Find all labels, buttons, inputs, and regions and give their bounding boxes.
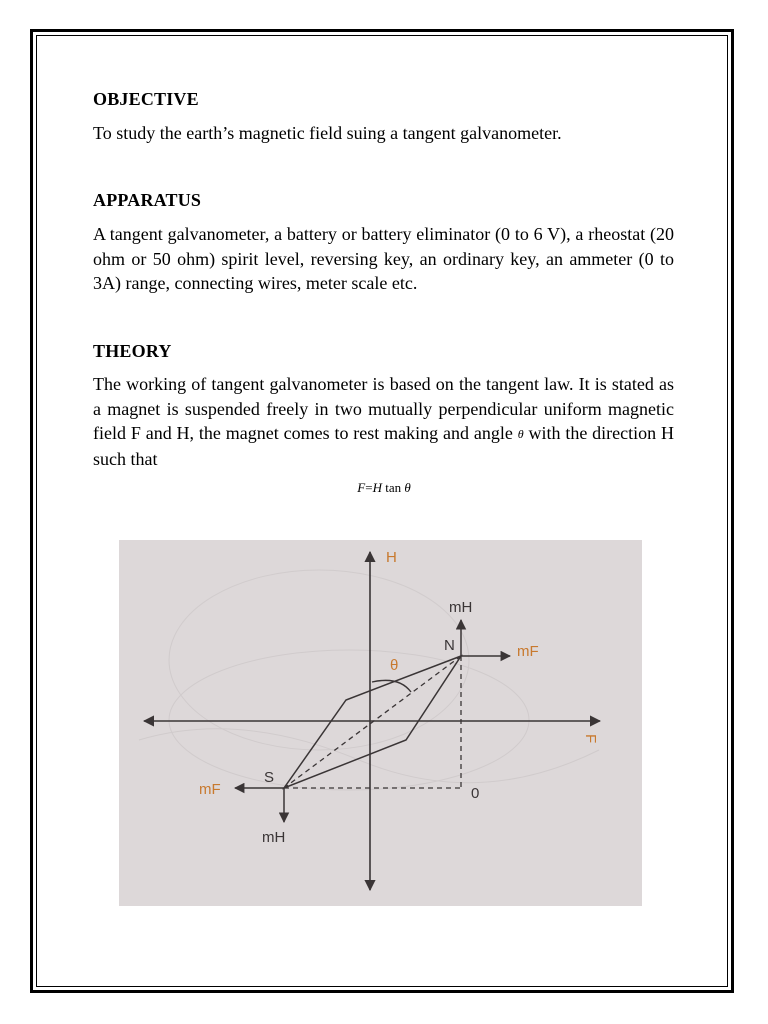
objective-text: To study the earth’s magnetic field suing a tangent galvanometer. [93,123,562,143]
mf-left-label: mF [199,781,221,798]
origin-label: 0 [471,785,480,802]
tangent-law-diagram [119,540,642,906]
f-axis-label: F [582,734,599,744]
theory-text-part2: with the direction H such that [93,423,675,469]
h-axis-label: H [386,549,397,566]
formula-tan: tan [385,480,402,495]
apparatus-text: A tangent galvanometer, a battery or battery eliminator (0 to 6 V), a rheostat (20 ohm or 50 ohm) spirit level, reversing key, an ordinary key, an ammeter (0 to 3A) range, connecting wires, meter scale etc. [93,224,674,293]
background-texture [139,570,599,790]
objective-heading: OBJECTIVE [93,89,199,109]
formula-theta: θ [404,480,411,495]
theta-symbol: θ [517,427,524,441]
formula-equals: = [365,480,373,495]
north-label: N [444,637,455,654]
formula-h: H [372,480,382,495]
mf-right-label: mF [517,643,539,660]
apparatus-heading: APPARATUS [93,190,202,210]
angle-label: θ [390,657,399,674]
formula-lhs: F [357,480,366,495]
mh-top-label: mH [449,599,473,616]
mh-bottom-label: mH [262,829,286,846]
magnet-axis-dashed [284,656,461,788]
diagram-svg [119,540,642,906]
theory-text-part1: The working of tangent galvanometer is based on the tangent law. It is stated as a magnet is suspended freely in two mutually perpendicular uniform magnetic field F and H, the magnet comes to rest making and angle [93,374,674,443]
tangent-law-formula [0,480,768,496]
theory-text [93,372,674,471]
theory-heading: THEORY [93,341,172,361]
south-label: S [264,769,275,786]
